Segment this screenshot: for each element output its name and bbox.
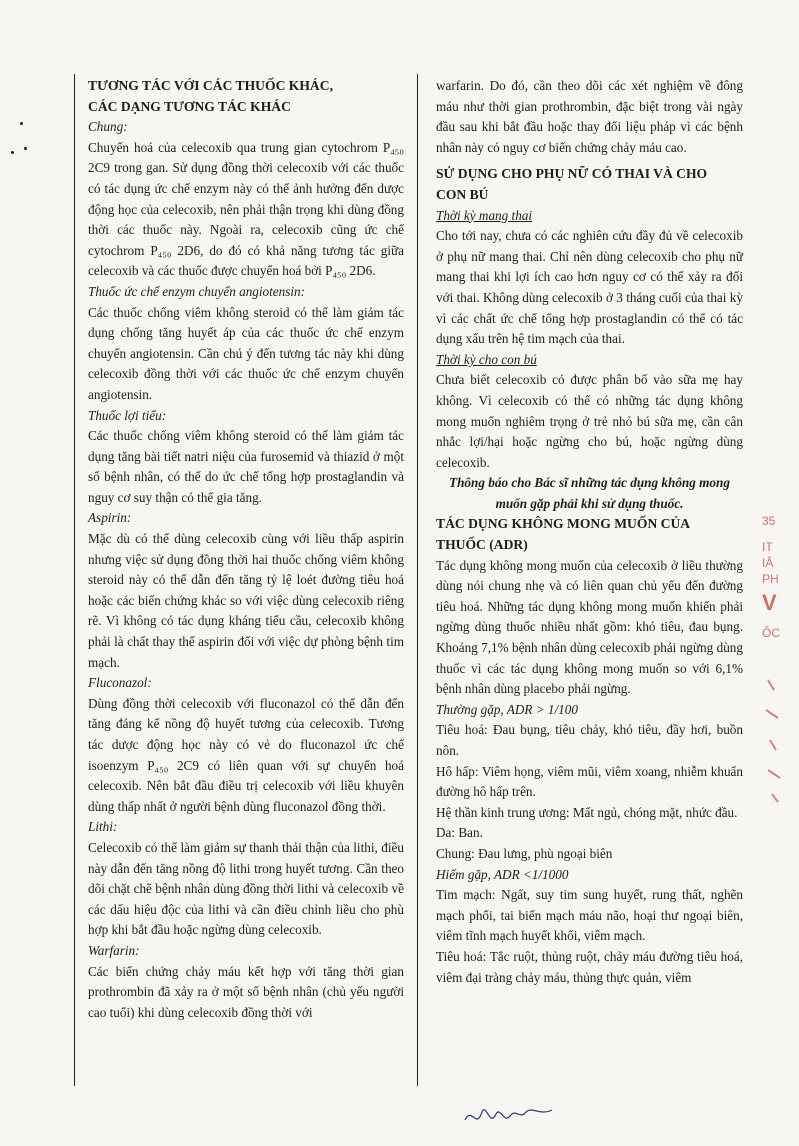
rare-title: Hiếm gặp, ADR <1/1000 xyxy=(436,866,569,882)
signature xyxy=(460,1098,560,1138)
adr-heading-line1: TÁC DỤNG KHÔNG MONG MUỐN CỦA xyxy=(436,516,691,532)
rare-item: Tim mạch: Ngất, suy tim sung huyết, rung thất, nghẽn mạch phổi, tai biến mạch máu não, hoại thư ngoại biên, viêm tĩnh mạch huyết khối, viêm mạch. xyxy=(436,887,743,944)
rare-item: Tiêu hoá: Tắc ruột, thủng ruột, chảy máu đường tiêu hoá, viêm đại tràng chảy máu, thủng thực quản, viêm xyxy=(436,948,743,985)
stamp-fragment: IÂ xyxy=(762,556,774,570)
section-text-diuretic: Các thuốc chống viêm không steroid có thể làm giảm tác dụng tăng bài tiết natri niệu của furosemid và thiazid ở một số bệnh nhân, có thể do ức chế tổng hợp prostaglandin và nguy cơ suy thận có thể gia tăng. xyxy=(88,428,404,505)
stamp-fragment: PH xyxy=(762,572,779,586)
stamp-fragment: IT xyxy=(762,540,773,554)
lactation-text: Chưa biết celecoxib có được phân bố vào sữa mẹ hay không. Vì celecoxib có thể có những tác dụng không mong muốn nghiêm trọng ở trẻ nhỏ bú sữa mẹ, cần cân nhắc lợi/hại hoặc ngừng cho bú, hoặc ngừng dùng celecoxib. xyxy=(436,372,743,470)
section-text-ace-inhibitor: Các thuốc chống viêm không steroid có thể làm giảm tác dụng chống tăng huyết áp của các thuốc ức chế enzym chuyển angiotensin. Cần chú ý đến tương tác này khi dùng celecoxib đồng thời với các thuốc ức chế enzym chuyển angiotensin. xyxy=(88,304,404,402)
stamp-marks xyxy=(760,670,796,810)
section-text-lithi: Celecoxib có thể làm giảm sự thanh thải thận của lithi, điều này dẫn đến tăng nồng độ lithi trong huyết tương. Cần theo dõi chặt chẽ bệnh nhân dùng đồng thời lithi và celecoxib về các dấu hiệu độc của lithi và cần điều chỉnh liều cho phù hợp khi bắt đầu hoặc ngừng dùng celecoxib. xyxy=(88,839,404,938)
section-title-general: Chung: xyxy=(88,119,128,135)
section-title-warfarin: Warfarin: xyxy=(88,942,140,958)
interaction-heading-line2: CÁC DẠNG TƯƠNG TÁC KHÁC xyxy=(88,98,291,114)
left-rule xyxy=(74,74,75,1086)
margin-dot xyxy=(11,151,14,154)
common-item: Hô hấp: Viêm họng, viêm mũi, viêm xoang, nhiễm khuẩn đường hô hấp trên. xyxy=(436,763,743,800)
adr-heading-line2: THUỐC (ADR) xyxy=(436,537,528,553)
section-text-general: Chuyển hoá của celecoxib qua trung gian cytochrom P₄₅₀ 2C9 trong gan. Sử dụng đồng thời celecoxib với các thuốc có tác dụng ức chế enzym này có thể ảnh hưởng đến dược động học của celecoxib, nên phải thận trọng khi dùng đồng thời các thuốc này. Ngoài ra, celecoxib cũng ức chế cytochrom P₄₅₀ 2D6, do đó có khả năng tương tác giữa celecoxib và các thuốc được chuyển hoá bởi P₄₅₀ 2D6. xyxy=(88,139,404,279)
warfarin-continued: warfarin. Do đó, cần theo dõi các xét nghiệm về đông máu như thời gian prothrombin, đặc biệt trong vài ngày đầu sau khi bắt đầu hoặc thay đổi liệu pháp vì các bệnh nhân này có nguy cơ biến chứng chảy máu cao. xyxy=(436,78,743,155)
section-title-fluconazol: Fluconazol: xyxy=(88,675,152,691)
left-column xyxy=(88,76,404,1023)
pregnancy-heading-line1: SỬ DỤNG CHO PHỤ NỮ CÓ THAI VÀ CHO xyxy=(436,166,708,182)
section-title-diuretic: Thuốc lợi tiểu: xyxy=(88,407,167,423)
notice-text: Thông báo cho Bác sĩ những tác dụng không mong muốn gặp phải khi sử dụng thuốc. xyxy=(449,475,730,511)
lactation-title: Thời kỳ cho con bú xyxy=(436,351,537,367)
section-text-aspirin: Mặc dù có thể dùng celecoxib cùng với liều thấp aspirin nhưng việc sử dụng đồng thời hai thuốc chống viêm không steroid này có thể dẫn đến tăng tỷ lệ loét đường tiêu hoá hoặc các biến chứng khác so với việc dùng celecoxib riêng rẽ. Vì không có tác dụng kháng tiểu cầu, celecoxib không phải là chất thay thế aspirin đối với việc dự phòng bệnh tim mạch. xyxy=(88,531,404,670)
column-divider xyxy=(417,74,418,1086)
stamp-fragment: 35 xyxy=(762,514,776,528)
stamp-fragment: V xyxy=(762,590,777,615)
section-title-ace-inhibitor: Thuốc ức chế enzym chuyển angiotensin: xyxy=(88,283,306,299)
section-title-aspirin: Aspirin: xyxy=(88,510,132,526)
common-item: Tiêu hoá: Đau bụng, tiêu chảy, khó tiêu, đầy hơi, buồn nôn. xyxy=(436,722,743,758)
pregnancy-title: Thời kỳ mang thai xyxy=(436,207,533,223)
adr-intro: Tác dụng không mong muốn của celecoxib ở liều thường dùng nói chung nhẹ và có liên quan chủ yếu đến đường tiêu hoá. Những tác dụng không mong muốn khiến phải ngừng dùng thuốc nhiều nhất gồm: khó tiêu, đau bụng. Khoảng 7,1% bệnh nhân dùng celecoxib phải ngừng dùng thuốc vì các tác dụng không mong muốn so với 6,1% bệnh nhân dùng placebo phải ngừng. xyxy=(436,557,743,697)
pregnancy-heading-line2: CON BÚ xyxy=(436,186,489,202)
section-text-warfarin: Các biến chứng chảy máu kết hợp với tăng thời gian prothrombin đã xảy ra ở một số bệnh nhân (chủ yếu người cao tuổi) khi dùng celecoxib đồng thời với xyxy=(88,963,404,1020)
margin-dot xyxy=(24,147,27,150)
section-text-fluconazol: Dùng đồng thời celecoxib với fluconazol có thể dẫn đến tăng đáng kể nồng độ huyết tương của celecoxib. Tương tác dược động học này có vẻ do fluconazol ức chế isoenzym P₄₅₀ 2C9 có liên quan với sự chuyển hoá celecoxib. Nên bắt đầu điều trị celecoxib với liều khuyên dùng thấp nhất ở người bệnh dùng fluconazol đồng thời. xyxy=(88,695,404,814)
common-item: Hệ thần kinh trung ương: Mất ngủ, chóng mặt, nhức đầu. xyxy=(436,804,738,820)
common-item: Da: Ban. xyxy=(436,825,483,841)
pregnancy-text: Cho tới nay, chưa có các nghiên cứu đầy đủ về celecoxib ở phụ nữ mang thai. Chỉ nên dùng celecoxib cho phụ nữ mang thai khi lợi ích cao hơn nguy cơ có thể xảy ra đối với thai. Không dùng celecoxib ở 3 tháng cuối của thai kỳ vì các chất ức chế tổng hợp prostaglandin có thể có tác dụng xấu trên hệ tim mạch của thai. xyxy=(436,228,743,347)
section-title-lithi: Lithi: xyxy=(88,819,118,835)
margin-dot xyxy=(20,122,23,125)
interaction-heading-line1: TƯƠNG TÁC VỚI CÁC THUỐC KHÁC, xyxy=(88,78,333,93)
right-column xyxy=(436,76,743,988)
stamp-fragment: ÔC xyxy=(762,626,780,640)
common-item: Chung: Đau lưng, phù ngoại biên xyxy=(436,845,613,861)
common-title: Thường gặp, ADR > 1/100 xyxy=(436,701,578,717)
